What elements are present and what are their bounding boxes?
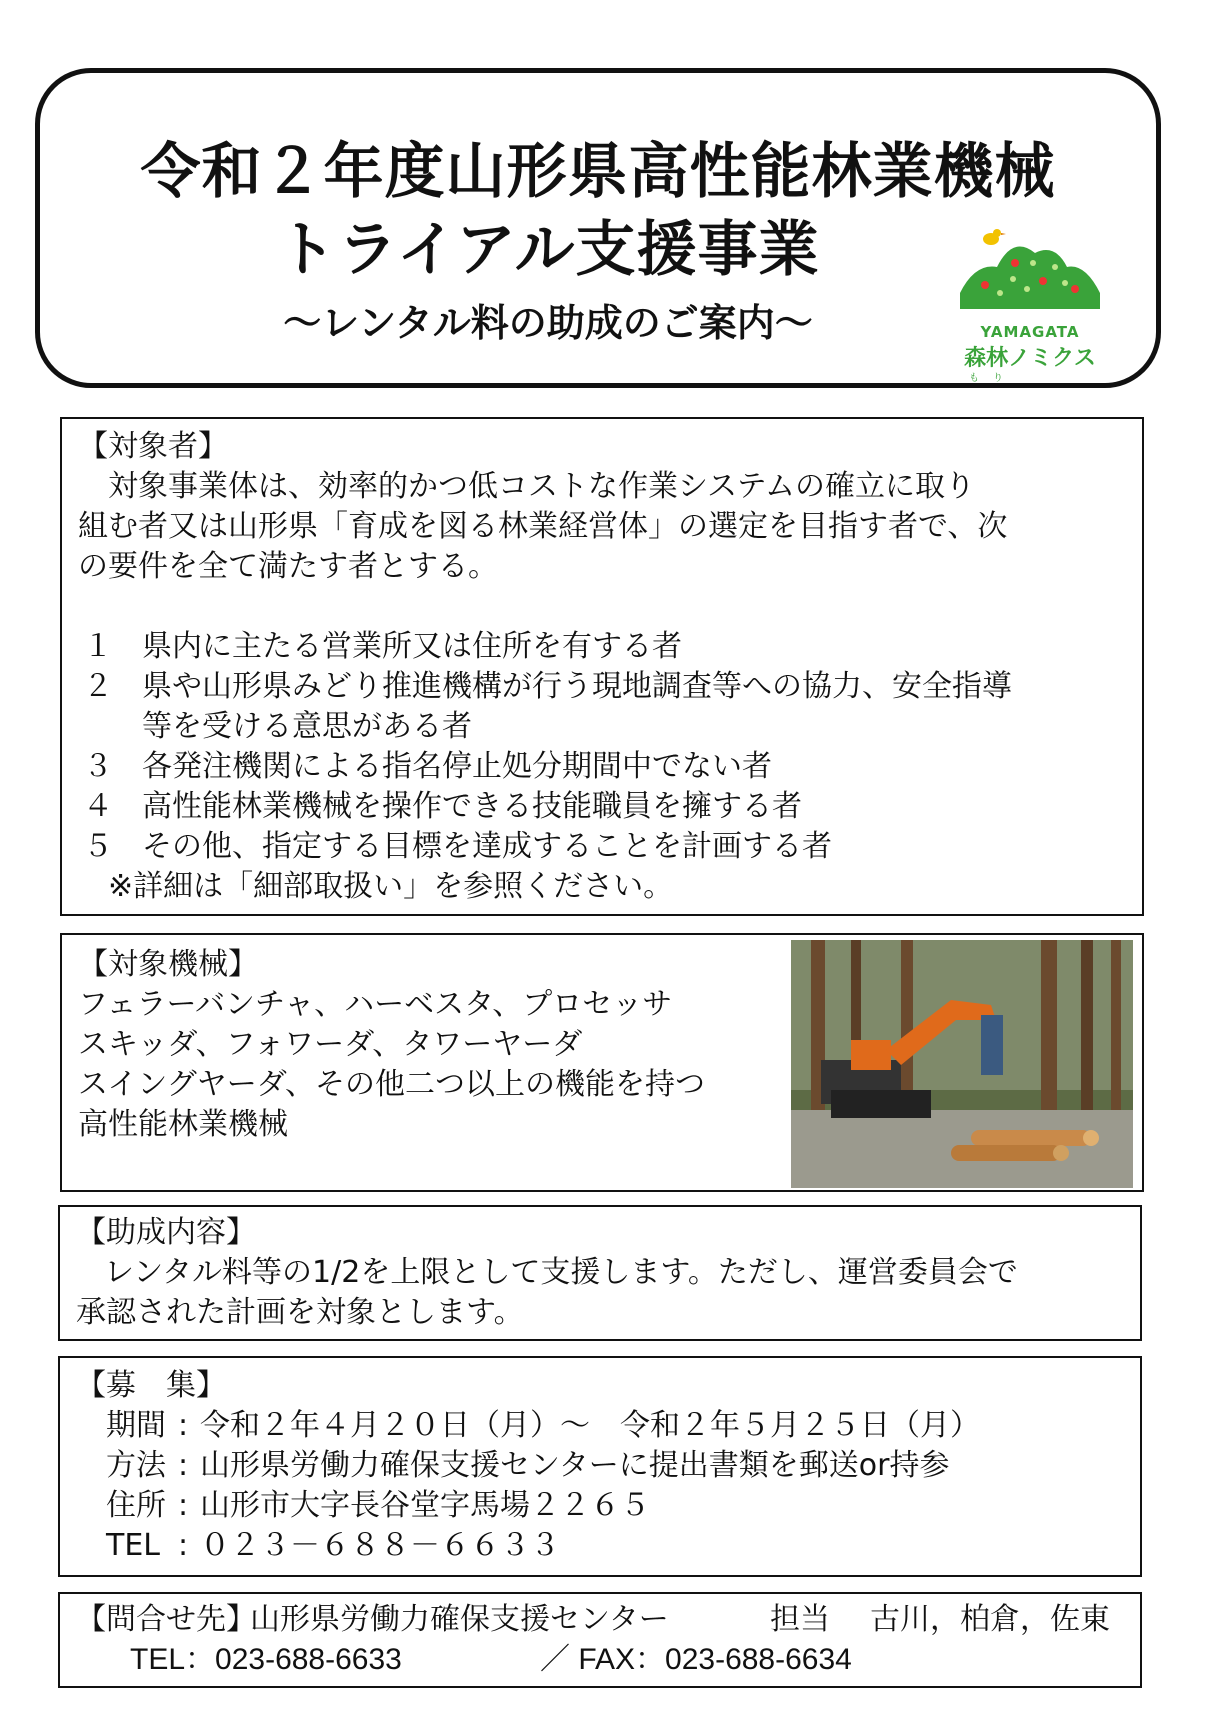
aid-line: レンタル料等の1/2を上限として支援します。ただし、運営委員会で xyxy=(104,1255,1018,1290)
machines-line: 高性能林業機械 xyxy=(78,1107,288,1142)
target-heading: 【対象者】 xyxy=(78,429,228,464)
machines-line: スイングヤーダ、その他二つ以上の機能を持つ xyxy=(78,1067,705,1102)
target-note: ※詳細は「細部取扱い」を参照ください。 xyxy=(108,869,674,904)
forestry-excavator-photo-icon xyxy=(791,940,1133,1188)
target-item-text: 県内に主たる営業所又は住所を有する者 xyxy=(142,629,682,664)
target-item-text: その他、指定する目標を達成することを計画する者 xyxy=(142,829,832,864)
target-item-number: ４ xyxy=(83,789,113,824)
recruit-method-label: 方法 xyxy=(106,1448,166,1483)
recruit-colon: : xyxy=(178,1408,189,1443)
aid-heading: 【助成内容】 xyxy=(76,1215,256,1250)
recruit-colon: : xyxy=(178,1448,189,1483)
contact-fax: ／ FAX：023-688-6634 xyxy=(540,1643,852,1676)
target-intro-line-3: の要件を全て満たす者とする。 xyxy=(78,549,498,584)
recruit-period-value: 令和２年４月２０日（月）～ 令和２年５月２５日（月） xyxy=(200,1408,980,1443)
title-line-1: 令和２年度山形県高性能林業機械 xyxy=(140,137,1056,207)
machines-line: スキッダ、フォワーダ、タワーヤーダ xyxy=(78,1027,583,1062)
recruit-colon: : xyxy=(178,1528,189,1563)
aid-line: 承認された計画を対象とします。 xyxy=(76,1295,524,1330)
target-section xyxy=(60,417,1144,916)
mountain-with-bird-logo-icon xyxy=(955,223,1105,323)
contact-org: 山形県労働力確保支援センター xyxy=(250,1602,669,1637)
recruit-method-value: 山形県労働力確保支援センターに提出書類を郵送or持参 xyxy=(200,1448,950,1483)
target-item-number: ２ xyxy=(83,669,113,704)
recruit-tel-value: ０２３－６８８－６６３３ xyxy=(200,1528,560,1563)
target-item-text: 高性能林業機械を操作できる技能職員を擁する者 xyxy=(142,789,802,824)
target-intro-line-2: 組む者又は山形県「育成を図る林業経営体」の選定を目指す者で、次 xyxy=(78,509,1008,544)
logo-text-jp: 森林ノミクス xyxy=(964,346,1096,371)
target-item-number: ３ xyxy=(83,749,113,784)
recruit-period-label: 期間 xyxy=(106,1408,166,1443)
recruit-heading: 【募 集】 xyxy=(76,1368,226,1403)
target-item-number: １ xyxy=(83,629,113,664)
target-item-text: 各発注機関による指名停止処分期間中でない者 xyxy=(142,749,772,784)
target-item-number: ５ xyxy=(83,829,113,864)
title-line-2: トライアル支援事業 xyxy=(276,215,820,285)
subtitle: ～レンタル料の助成のご案内～ xyxy=(283,301,813,345)
logo-text-en: YAMAGATA xyxy=(980,323,1080,341)
recruit-tel-label: TEL xyxy=(106,1528,160,1563)
contact-tel: TEL：023-688-6633 xyxy=(130,1643,402,1676)
contact-section xyxy=(58,1592,1142,1688)
target-item-text: 県や山形県みどり推進機構が行う現地調査等への協力、安全指導 xyxy=(142,669,1012,704)
aid-section xyxy=(58,1205,1142,1341)
recruit-section xyxy=(58,1356,1142,1577)
recruit-address-value: 山形市大字長谷堂字馬場２２６５ xyxy=(200,1488,650,1523)
target-intro-line-1: 対象事業体は、効率的かつ低コストな作業システムの確立に取り xyxy=(78,469,975,504)
contact-staff-label: 担当 xyxy=(770,1602,830,1637)
machines-heading: 【対象機械】 xyxy=(78,947,258,982)
target-item-text: 等を受ける意思がある者 xyxy=(142,709,472,744)
yamagata-morinomics-logo xyxy=(955,223,1115,388)
logo-ruby: もり xyxy=(969,373,1017,384)
contact-staff: 古川，柏倉，佐東 xyxy=(870,1602,1110,1637)
contact-heading: 【問合せ先】 xyxy=(76,1602,256,1637)
header-frame xyxy=(35,68,1161,388)
machines-section xyxy=(60,933,1144,1192)
recruit-colon: : xyxy=(178,1488,189,1523)
machines-line: フェラーバンチャ、ハーベスタ、プロセッサ xyxy=(78,987,673,1022)
recruit-address-label: 住所 xyxy=(106,1488,166,1523)
